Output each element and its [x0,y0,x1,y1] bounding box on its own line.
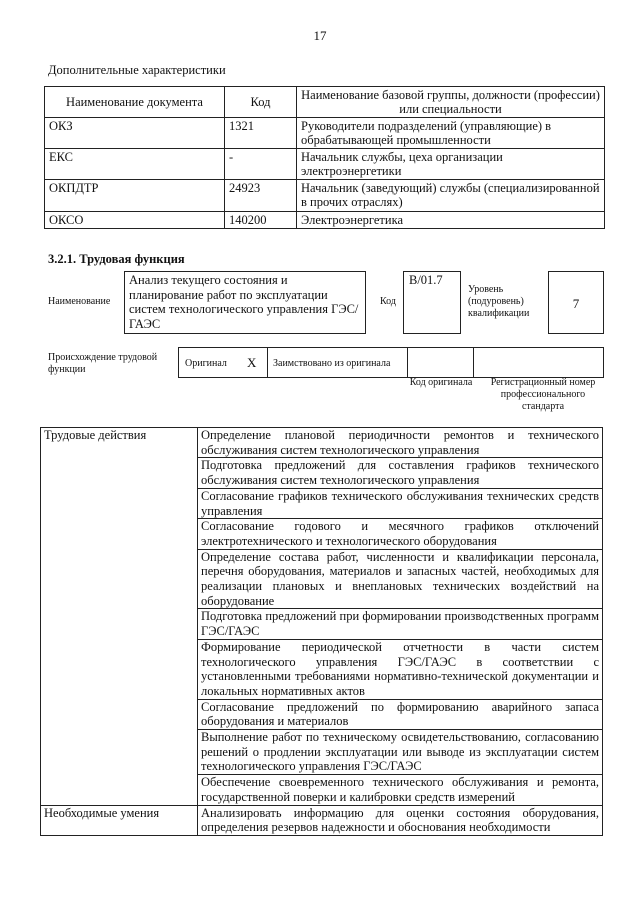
labor-action-item: Определение состава работ, численности и квалификации персонала, перечня оборудования, материалов и запасных частей, необходимых для реализации плановых и внеплановых технических воздействий на оборудование [198,549,603,609]
divider [473,348,474,377]
header-code: Код [225,87,297,118]
row-document: ОКПДТР [45,180,225,212]
function-name-box: Анализ текущего состояния и планирование работ по эксплуатации систем технологического управления ГЭС/ГАЭС [124,271,366,334]
labor-action-item: Выполнение работ по техническому освидетельствованию, согласованию решений о продлении эксплуатации или выводе из эксплуатации систем технологического управления ГЭС/ГАЭС [198,730,603,775]
row-document: ЕКС [45,149,225,180]
row-document: ОКЗ [45,118,225,149]
original-code-caption: Код оригинала [409,377,473,388]
row-group-name: Руководители подразделений (управляющие) в обрабатывающей промышленности [297,118,605,149]
registration-number-caption: Регистрационный номер профессионального стандарта [490,377,596,412]
page-number: 17 [313,28,327,43]
function-code-box: В/01.7 [403,271,461,334]
code-label: Код [380,296,396,307]
required-skill-item: Анализировать информацию для оценки состояния оборудования, определения резервов надежности и обоснования необходимости [198,805,603,835]
qualification-level-box: 7 [548,271,604,334]
row-code: 24923 [225,180,297,212]
origin-label: Происхождение трудовой функции [48,352,158,375]
borrowed-label: Заимствовано из оригинала [273,358,391,369]
labor-action-item: Согласование графиков технического обслуживания технических средств управления [198,488,603,518]
labor-action-item: Формирование периодической отчетности в части систем технологического управления ГЭС/ГАЭС в соответствии с установленными требованиями нормативно-технической документации и локальных нормативных актов [198,639,603,699]
row-group-name: Электроэнергетика [297,212,605,229]
labor-function-title: 3.2.1. Трудовая функция [48,252,185,266]
labor-action-item: Обеспечение своевременного технического обслуживания и ремонта, государственной поверки и калибровки средств измерений [198,775,603,805]
table-row [45,180,605,212]
row-code: 1321 [225,118,297,149]
table-header-row [45,87,605,118]
name-label: Наименование [48,296,111,307]
labor-actions-table [40,427,603,836]
origin-row [178,347,604,378]
divider [407,348,408,377]
labor-actions-label: Трудовые действия [41,428,198,806]
labor-action-item: Согласование годового и месячного графиков отключений электротехнического и технологического оборудования [198,519,603,549]
required-skills-label: Необходимые умения [41,805,198,835]
original-mark: X [247,355,257,370]
row-code: 140200 [225,212,297,229]
row-group-name: Начальник службы, цеха организации электроэнергетики [297,149,605,180]
row-document: ОКСО [45,212,225,229]
table-row [41,428,603,458]
qualification-level-label: Уровень (подуровень) квалификации [468,284,530,319]
header-document: Наименование документа [45,87,225,118]
divider [267,348,268,377]
table-row [45,118,605,149]
additional-characteristics-title: Дополнительные характеристики [48,63,226,77]
original-label: Оригинал [185,358,227,369]
labor-action-item: Согласование предложений по формированию аварийного запаса оборудования и материалов [198,699,603,729]
table-row [45,149,605,180]
table-row [41,805,603,835]
additional-characteristics-table [44,86,605,229]
table-row [45,212,605,229]
labor-action-item: Определение плановой периодичности ремонтов и технического обслуживания систем технологического управления [198,428,603,458]
labor-action-item: Подготовка предложений при формировании производственных программ ГЭС/ГАЭС [198,609,603,639]
header-group-name: Наименование базовой группы, должности (профессии) или специальности [297,87,605,118]
row-group-name: Начальник (заведующий) службы (специализированной в прочих отраслях) [297,180,605,212]
row-code: - [225,149,297,180]
labor-action-item: Подготовка предложений для составления графиков технического обслуживания систем технологического управления [198,458,603,488]
